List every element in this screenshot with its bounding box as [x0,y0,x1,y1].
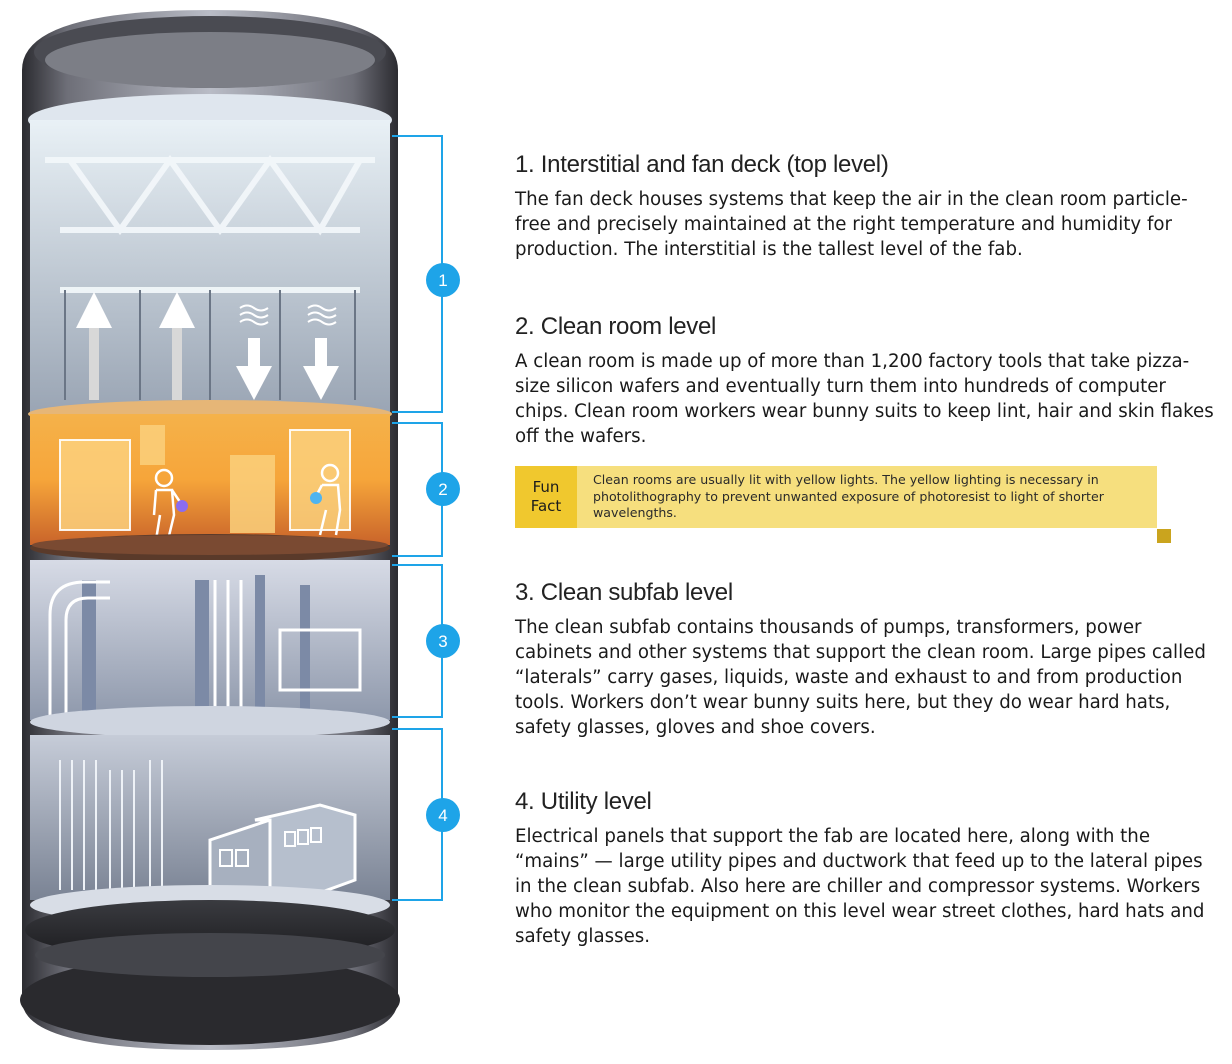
fun-fact-corner-accent [1157,529,1171,543]
level-4-title: 4. Utility level [515,788,652,815]
level-2-section [515,313,1215,449]
level-1-fan-deck [28,94,392,428]
callout-brackets [392,136,442,900]
level-3-clean-subfab [30,560,390,738]
badge-level-1 [426,263,460,297]
fun-fact-text: Clean rooms are usually lit with yellow lights. The yellow lighting is necessary in photolithography to prevent unwanted exposure of photoresist to light of shorter wavelengths. [593,472,1104,520]
badge-number: 4 [438,806,448,825]
badge-number: 2 [438,480,448,499]
cylinder-base [20,900,400,1045]
fun-fact-box [515,466,1157,528]
fun-fact-label-line2: Fact [530,497,562,515]
level-3-title: 3. Clean subfab level [515,579,733,606]
fun-fact-label-line1: Fun [532,478,560,496]
badge-number: 3 [438,632,448,651]
level-2-clean-room [30,414,390,562]
level-1-title: 1. Interstitial and fan deck (top level) [515,151,889,178]
badge-number: 1 [438,271,448,290]
level-3-section [515,579,1215,740]
level-3-description: The clean subfab contains thousands of pumps, transformers, power cabinets and other systems that support the clean room. Large pipes called “laterals” carry gases, liquids, waste and exhaust to and from production tools. Workers don’t wear bunny suits here, but they do wear hard hats, safety glasses, gloves and shoe covers. [515,617,1206,738]
level-2-title: 2. Clean room level [515,313,717,340]
fab-cutaway-illustration [0,0,500,1064]
level-1-description: The fan deck houses systems that keep the air in the clean room particle-free and precisely maintained at the right temperature and humidity for production. The interstitial is the tallest level of the fab. [515,189,1188,260]
level-2-description: A clean room is made up of more than 1,200 factory tools that take pizza-size silicon wafers and eventually turn them into hundreds of computer chips. Clean room workers wear bunny suits to keep lint, hair and skin flakes off the wafers. [515,351,1214,447]
level-1-section [515,151,1215,262]
badge-level-4 [426,798,460,832]
badge-level-2 [426,472,460,506]
level-4-utility [30,735,390,925]
badge-level-3 [426,624,460,658]
level-4-description: Electrical panels that support the fab are located here, along with the “mains” — large utility pipes and ductwork that feed up to the lateral pipes in the clean subfab. Also here are chiller and compressor systems. Workers who monitor the equipment on this level wear street clothes, hard hats and safety glasses. [515,826,1205,947]
level-4-section [515,788,1215,949]
fun-fact-label [515,466,577,528]
